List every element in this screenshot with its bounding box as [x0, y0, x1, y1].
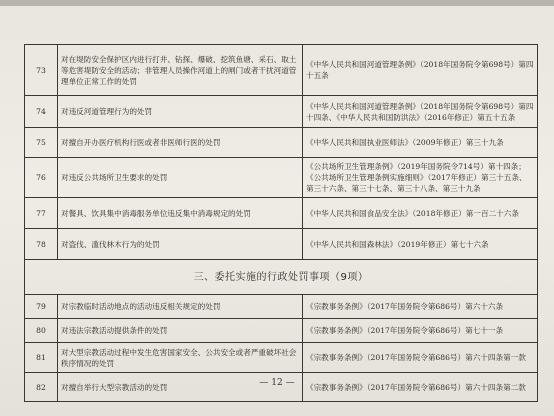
penalty-item: 对在堤防安全保护区内进行打井、钻探、爆破、挖筑鱼塘、采石、取土等危害堤防安全的活动；非管理人员操作河道上的闸门或者干扰河道管理单位正常工作的处罚: [58, 45, 303, 96]
legal-basis: 《宗教事务条例》（2017年国务院令第686号）第六十四条第二款: [303, 373, 538, 402]
legal-basis: 《宗教事务条例》（2017年国务院令第686号）第六十四条第一款: [303, 343, 538, 373]
row-number: 75: [25, 128, 58, 158]
row-number: 73: [25, 45, 58, 96]
table-row: [25, 198, 538, 229]
legal-basis: 《中华人民共和国执业医师法》（2009年修正）第三十九条: [303, 128, 538, 158]
section-header-row: [25, 260, 538, 295]
legal-basis: 《中华人民共和国食品安全法》（2018年修正）第一百二十六条: [303, 198, 538, 229]
legal-basis: 《宗教事务条例》（2017年国务院令第686号）第七十一条: [303, 319, 538, 343]
row-number: 78: [25, 229, 58, 260]
table-row: [25, 343, 538, 373]
penalty-item: 对宗教临时活动地点的活动违反相关规定的处罚: [58, 295, 303, 319]
row-number: 81: [25, 343, 58, 373]
page-top-shadow: [0, 0, 554, 6]
penalty-item: 对大型宗教活动过程中发生危害国家安全、公共安全或者严重破坏社会秩序情况的处罚: [58, 343, 303, 373]
table-row: [25, 96, 538, 128]
row-number: 79: [25, 295, 58, 319]
legal-basis: 《宗教事务条例》（2017年国务院令第686号）第六十六条: [303, 295, 538, 319]
row-number: 74: [25, 96, 58, 128]
legal-basis: 《中华人民共和国森林法》（2019年修正）第七十六条: [303, 229, 538, 260]
penalty-item: 对违反河道管理行为的处罚: [58, 96, 303, 128]
penalty-item: 对违反公共场所卫生要求的处罚: [58, 158, 303, 198]
penalty-item: 对违法宗教活动提供条件的处罚: [58, 319, 303, 343]
penalty-item: 对擅自举行大型宗教活动的处罚: [58, 373, 303, 402]
table-row: [25, 319, 538, 343]
penalty-item: 对盗伐、滥伐林木行为的处罚: [58, 229, 303, 260]
penalty-items-table: [24, 44, 538, 402]
section-title: 三、委托实施的行政处罚事项（9项）: [25, 260, 538, 295]
row-number: 80: [25, 319, 58, 343]
table-row: [25, 229, 538, 260]
legal-basis: 《公共场所卫生管理条例》（2019年国务院令714号）第十四条；《公共场所卫生管理条例实施细则》（2017年修正）第三十五条、第三十六条、第三十七条、第三十八条、第三十九条: [303, 158, 538, 198]
penalty-item: 对擅自开办医疗机构行医或者非医师行医的处罚: [58, 128, 303, 158]
legal-basis: 《中华人民共和国河道管理条例》（2018年国务院令第698号）第四十五条: [303, 45, 538, 96]
table-row: [25, 45, 538, 96]
penalty-item: 对餐具、饮具集中消毒服务单位违反集中消毒规定的处罚: [58, 198, 303, 229]
row-number: 82: [25, 373, 58, 402]
row-number: 76: [25, 158, 58, 198]
table-row: [25, 295, 538, 319]
legal-basis: 《中华人民共和国河道管理条例》（2018年国务院令第698号）第四十四条、《中华人民共和国防洪法》（2016年修正）第五十五条: [303, 96, 538, 128]
table-row: [25, 128, 538, 158]
row-number: 77: [25, 198, 58, 229]
page-number: — 12 —: [259, 378, 295, 388]
table-row: [25, 158, 538, 198]
